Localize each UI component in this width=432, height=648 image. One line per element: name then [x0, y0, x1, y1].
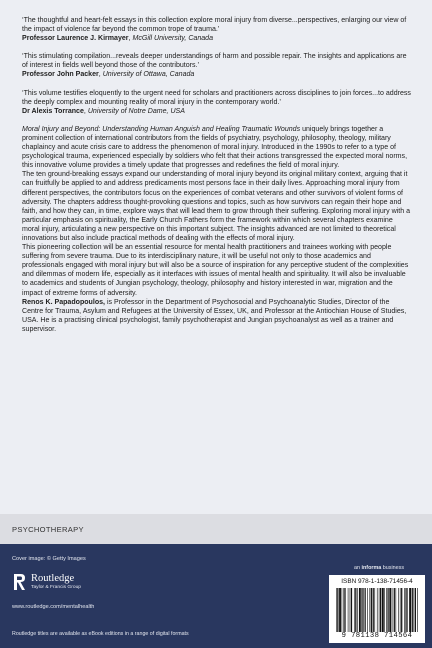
endorser-affiliation: University of Notre Dame, USA	[87, 107, 185, 115]
isbn-barcode	[329, 575, 425, 643]
ebook-note: Routledge titles are available as eBook editions in a range of digital formats	[12, 631, 189, 637]
book-title: Moral Injury and Beyond: Understanding Human Anguish and Healing Traumatic Wounds	[22, 125, 301, 133]
endorser-name: Professor John Packer	[22, 71, 99, 79]
endorsement-text: ‘The thoughtful and heart-felt essays in this collection explore moral injury from diverse...perspectives, enlarging our view of the impact of violence far beyond the common trope of trauma.’	[22, 17, 407, 34]
barcode-icon	[335, 588, 419, 632]
endorser-affiliation: University of Ottawa, Canada	[102, 71, 195, 79]
cover-image-credit: Cover image: © Getty Images	[12, 556, 86, 562]
informa-tag-prefix: an	[354, 565, 362, 571]
isbn-label: ISBN 978-1-138-71456-4	[341, 578, 413, 585]
category-label: PSYCHOTHERAPY	[12, 525, 84, 534]
informa-tag-bold: informa	[361, 565, 382, 571]
informa-tag-suffix: business	[381, 565, 405, 571]
publisher-footer	[0, 544, 432, 648]
description-paragraph: The ten ground-breaking essays expand our understanding of moral injury beyond its original military context, arguing that it can fruitfully be applied to and address predicaments most persons face in their daily lives. Approaching moral injury from different perspectives, the contributors focus on the experiences of combat veterans and other survivors of violent forms of adversity. The chapters address thought-provoking questions and topics, such as how survivors can regain their hope and faith, and how they can, in time, explore ways that will lead them to grow through their suffering. Exploring moral injury with a particular emphasis on spirituality, the Early Church Fathers form the framework within which several chapters examine moral injury, articulating a new perspective on this important subject. The insights advanced are not limited to theoretical innovations but also include practical methods of dealing with the effects of moral injury.	[22, 171, 411, 242]
endorsement	[22, 16, 412, 43]
endorsement-attribution: Professor John Packer, University of Ottawa, Canada	[22, 71, 195, 79]
endorsement-text: ‘This volume testifies eloquently to the urgent need for scholars and practitioners across disciplines to join forces...to address the deeply complex and mounting reality of moral injury in the contemporary world.’	[22, 89, 411, 106]
informa-tag	[354, 565, 404, 571]
description-paragraph: This pioneering collection will be an essential resource for mental health practitioners and trainees working with people suffering from severe trauma. Due to its interdisciplinary nature, it will be useful not only to those academics and professionals engaged with moral injury but will also be a source of inspiration for any perceptive student of the complexities and dilemmas of modern life, especially as it interfaces with issues of mental health and spirituality. It will also be invaluable to academics and students of Jungian psychology, theology, philosophy and history interested in war, migration and the impact of extreme forms of adversity.	[22, 244, 409, 297]
publisher-logo	[12, 573, 104, 599]
publisher-group: Taylor & Francis Group	[31, 585, 82, 590]
endorsement-attribution: Professor Laurence J. Kirmayer, McGill University, Canada	[22, 35, 214, 43]
category-band	[0, 514, 432, 544]
routledge-logo-icon	[12, 573, 26, 591]
endorsement	[22, 89, 412, 116]
endorsement	[22, 52, 412, 79]
endorser-name: Professor Laurence J. Kirmayer	[22, 35, 129, 43]
endorser-affiliation: McGill University, Canada	[132, 35, 214, 43]
description-text: uniquely brings together a prominent collection of international contributors from the fields of psychiatry, psychology, philosophy, theology, military chaplaincy and acute crisis care to address the phenomenon of moral injury. Introduced in the 1990s to refer to a type of psychological trauma, experienced especially by soldiers who felt that their actions transgressed the expected moral norms, this innovative volume provides a timely update that progresses and redefines the field of moral injury.	[22, 125, 408, 170]
description-paragraph	[22, 125, 412, 170]
publisher-website: www.routledge.com/mentalhealth	[12, 604, 95, 610]
endorsement-text: ‘This stimulating compilation...reveals deeper understandings of harm and possible repair. The insights and applications are of interest in fields well beyond those of the contributors.’	[22, 53, 407, 70]
barcode-digits: 9 781138 714564	[341, 632, 413, 640]
endorsement-attribution: Dr Alexis Torrance, University of Notre Dame, USA	[22, 107, 185, 115]
publisher-name: Routledge	[31, 573, 75, 584]
author-bio-text: is Professor in the Department of Psychosocial and Psychoanalytic Studies, Director of the Centre for Trauma, Asylum and Refugees at the University of Essex, UK, and Professor at the Antiochian House of Studies, USA. He is a practising clinical psychologist, family psychotherapist and Jungian psychoanalyst as well as a trainer and supervisor.	[22, 298, 407, 333]
author-name: Renos K. Papadopoulos,	[22, 298, 106, 306]
endorser-name: Dr Alexis Torrance	[22, 107, 84, 115]
author-bio	[22, 298, 412, 334]
